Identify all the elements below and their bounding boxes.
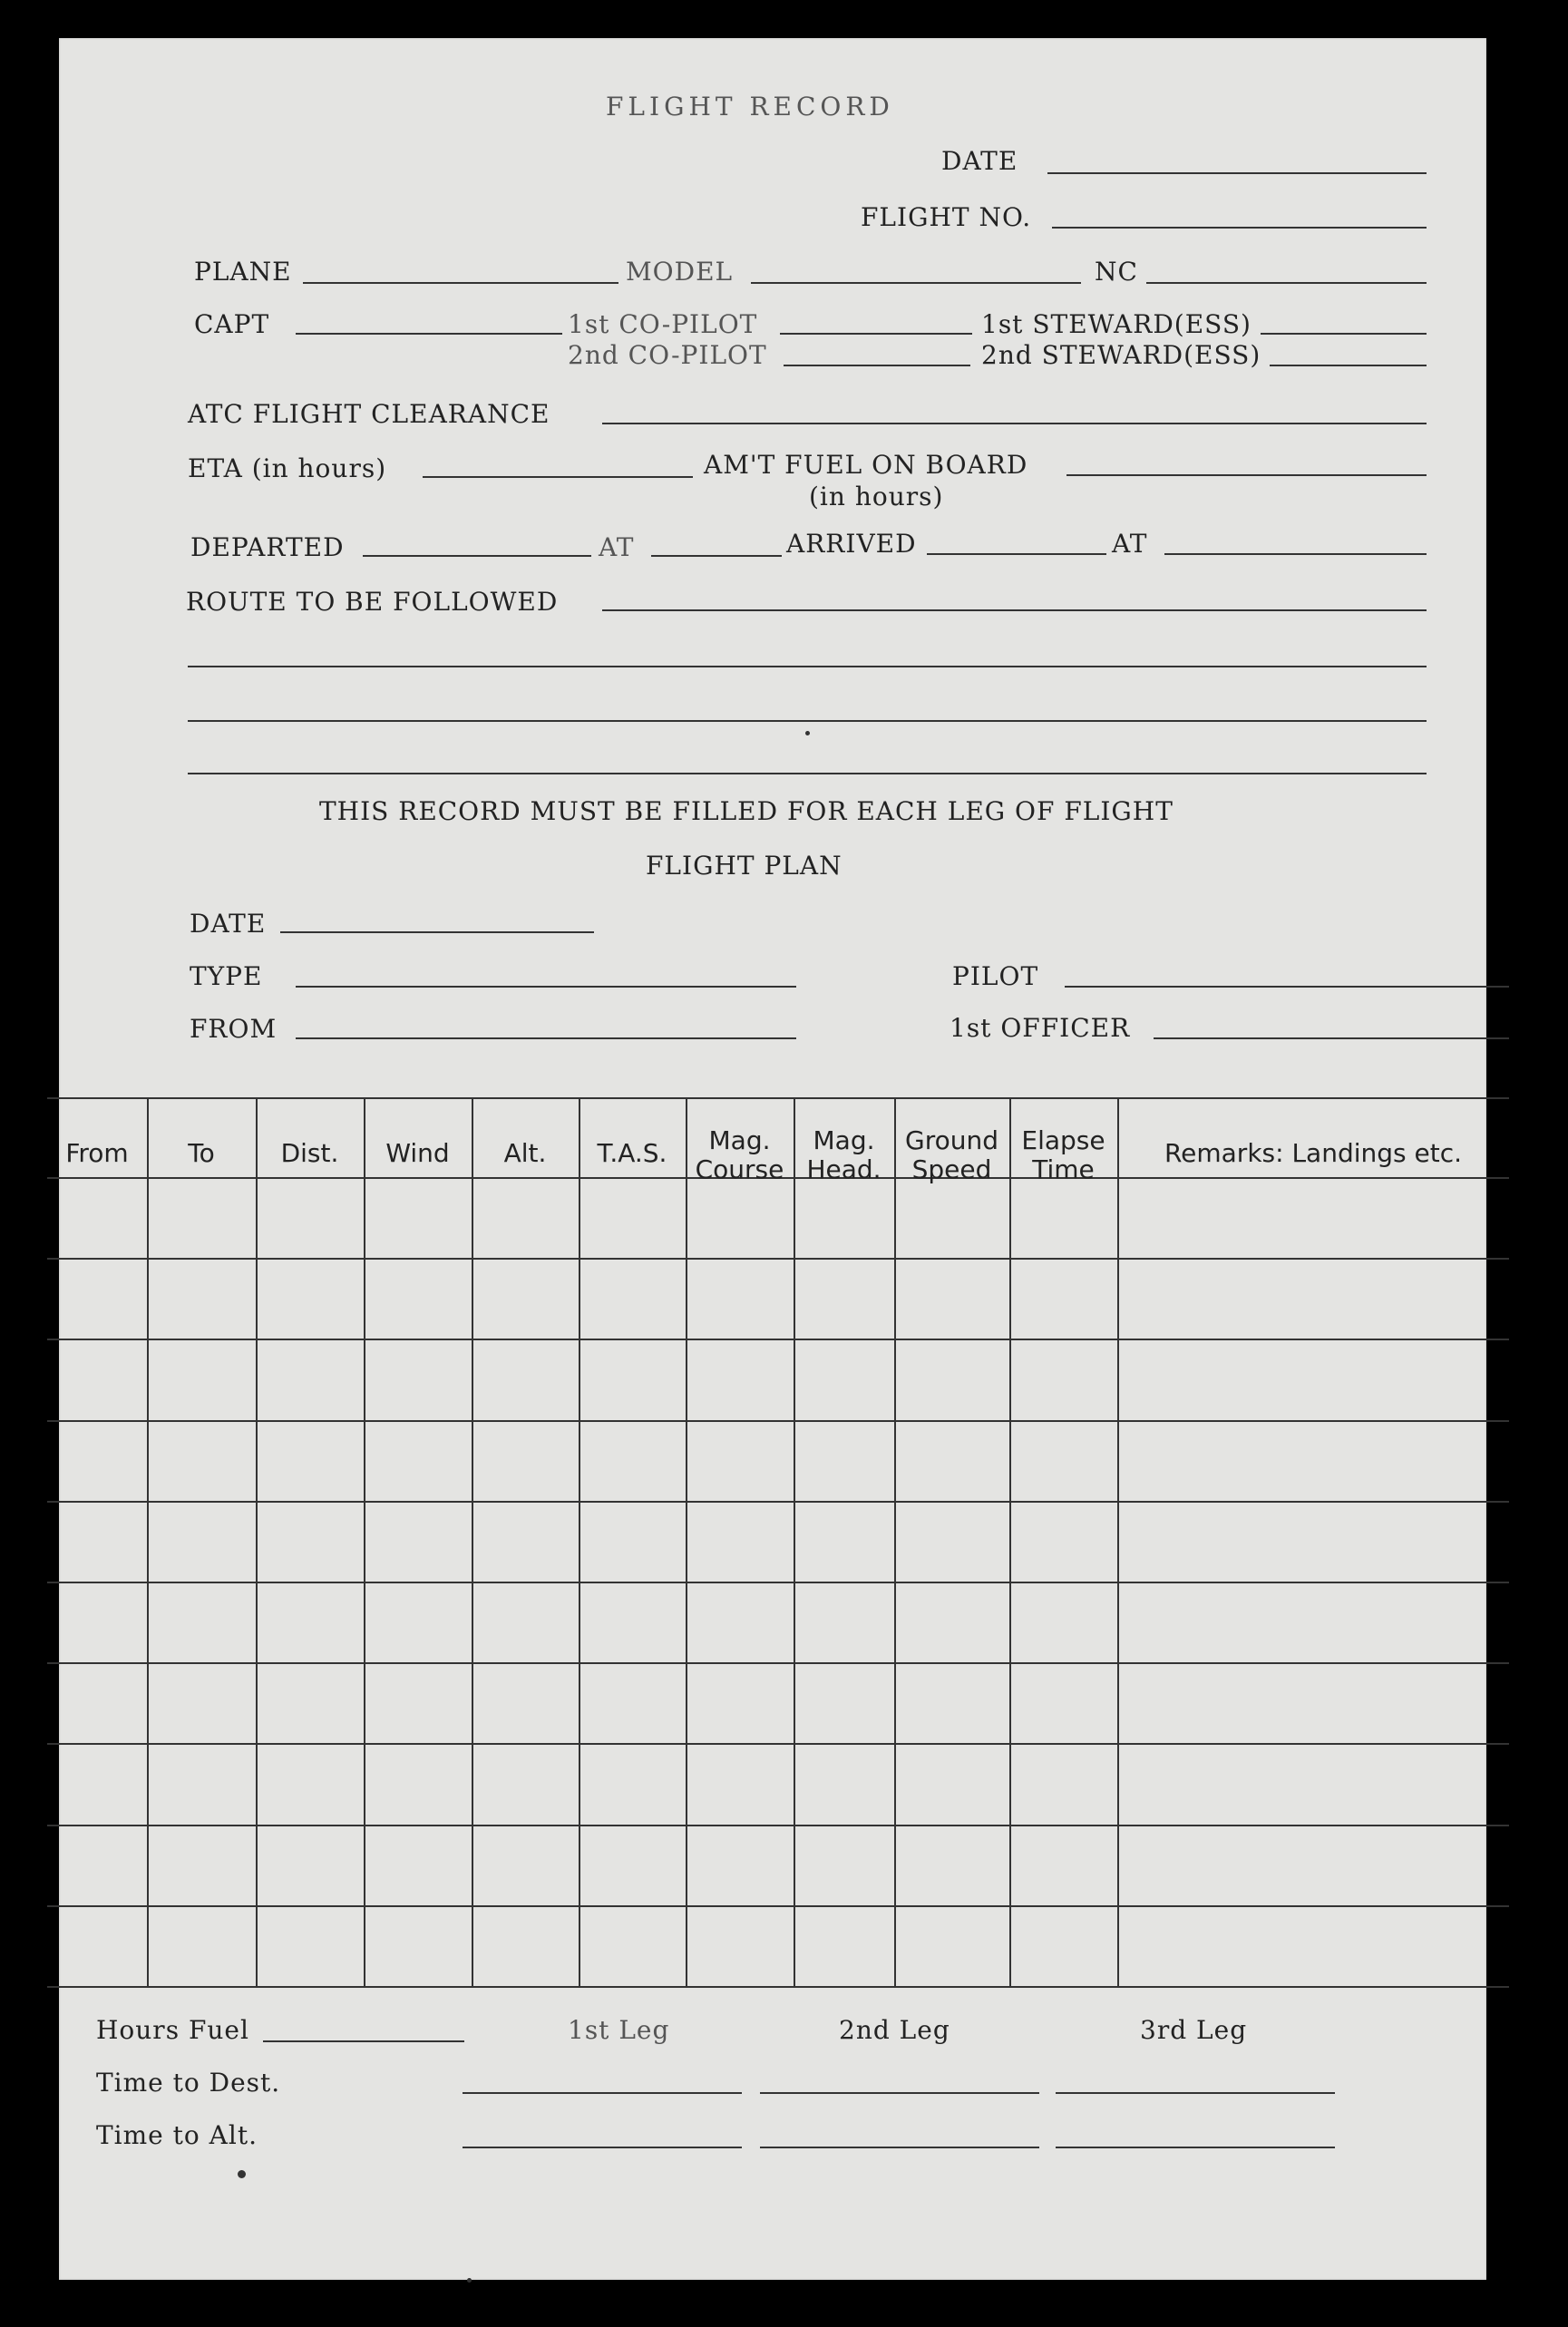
table-cell[interactable] bbox=[795, 1664, 894, 1742]
table-cell[interactable] bbox=[687, 1422, 794, 1500]
steward-1-label: 1st STEWARD(ESS) bbox=[981, 309, 1251, 339]
table-row-border bbox=[47, 1986, 1509, 1988]
table-cell[interactable] bbox=[1011, 1826, 1117, 1904]
table-cell[interactable] bbox=[258, 1340, 364, 1418]
table-cell[interactable] bbox=[258, 1422, 364, 1500]
table-cell[interactable] bbox=[49, 1745, 147, 1823]
column-header bbox=[147, 1139, 256, 1168]
fp-pilot-field[interactable] bbox=[1065, 986, 1509, 988]
table-cell[interactable] bbox=[149, 1583, 256, 1661]
co-pilot-1-label: 1st CO-PILOT bbox=[568, 309, 758, 339]
column-header bbox=[364, 1139, 472, 1168]
table-cell[interactable] bbox=[1119, 1340, 1509, 1418]
table-cell[interactable] bbox=[1011, 1179, 1117, 1257]
fp-date-field[interactable] bbox=[280, 931, 594, 933]
table-cell[interactable] bbox=[365, 1664, 472, 1742]
steward-1-field[interactable] bbox=[1261, 333, 1427, 335]
table-cell[interactable] bbox=[473, 1664, 579, 1742]
route-label: ROUTE TO BE FOLLOWED bbox=[186, 587, 559, 617]
time-alt-leg3[interactable] bbox=[1056, 2147, 1335, 2148]
model-field[interactable] bbox=[751, 282, 1081, 284]
table-cell[interactable] bbox=[149, 1260, 256, 1338]
table-cell[interactable] bbox=[49, 1422, 147, 1500]
table-cell[interactable] bbox=[149, 1340, 256, 1418]
departed-label: DEPARTED bbox=[190, 532, 345, 562]
table-cell[interactable] bbox=[49, 1826, 147, 1904]
table-cell[interactable] bbox=[580, 1826, 686, 1904]
leg1-label: 1st Leg bbox=[568, 2015, 670, 2045]
table-cell[interactable] bbox=[687, 1664, 794, 1742]
hours-fuel-field[interactable] bbox=[263, 2040, 464, 2042]
table-cell[interactable] bbox=[795, 1340, 894, 1418]
fp-officer-label: 1st OFFICER bbox=[950, 1013, 1131, 1043]
date-label: DATE bbox=[941, 146, 1018, 176]
fuel-label: AM'T FUEL ON BOARD bbox=[704, 450, 1028, 480]
table-cell[interactable] bbox=[896, 1826, 1009, 1904]
leg3-label: 3rd Leg bbox=[1140, 2015, 1248, 2045]
departed-at-label: AT bbox=[599, 532, 635, 562]
arrived-at-field[interactable] bbox=[1164, 553, 1427, 555]
fuel-unit-label: (in hours) bbox=[809, 482, 944, 511]
arrived-label: ARRIVED bbox=[786, 529, 917, 559]
table-cell[interactable] bbox=[49, 1907, 147, 1985]
eta-label: ETA (in hours) bbox=[188, 453, 387, 483]
table-top-border bbox=[47, 1097, 1509, 1099]
table-cell[interactable] bbox=[1119, 1745, 1509, 1823]
table-cell[interactable] bbox=[687, 1179, 794, 1257]
plane-field[interactable] bbox=[303, 282, 618, 284]
time-dest-leg1[interactable] bbox=[463, 2092, 742, 2094]
table-cell[interactable] bbox=[473, 1179, 579, 1257]
table-cell[interactable] bbox=[473, 1826, 579, 1904]
table-cell[interactable] bbox=[1119, 1503, 1509, 1581]
column-header bbox=[894, 1126, 1009, 1184]
table-cell[interactable] bbox=[473, 1503, 579, 1581]
table-cell[interactable] bbox=[1119, 1583, 1509, 1661]
table-cell[interactable] bbox=[365, 1907, 472, 1985]
route-line-2[interactable] bbox=[188, 666, 1427, 667]
table-cell[interactable] bbox=[580, 1503, 686, 1581]
column-header bbox=[794, 1126, 894, 1184]
column-header bbox=[1009, 1126, 1117, 1184]
table-cell[interactable] bbox=[580, 1745, 686, 1823]
column-header-line1: Mag. bbox=[708, 1125, 771, 1155]
table-cell[interactable] bbox=[896, 1745, 1009, 1823]
fp-officer-field[interactable] bbox=[1154, 1037, 1509, 1039]
leg2-label: 2nd Leg bbox=[839, 2015, 950, 2045]
table-cell[interactable] bbox=[896, 1260, 1009, 1338]
table-cell[interactable] bbox=[580, 1260, 686, 1338]
table-cell[interactable] bbox=[365, 1260, 472, 1338]
fp-from-label: FROM bbox=[190, 1014, 278, 1044]
column-header-line1: To bbox=[188, 1138, 215, 1168]
table-cell[interactable] bbox=[795, 1503, 894, 1581]
table-cell[interactable] bbox=[49, 1503, 147, 1581]
table-cell[interactable] bbox=[896, 1907, 1009, 1985]
flight-no-label: FLIGHT NO. bbox=[861, 202, 1032, 232]
fp-from-field[interactable] bbox=[296, 1037, 796, 1039]
table-cell[interactable] bbox=[149, 1179, 256, 1257]
fp-type-label: TYPE bbox=[190, 961, 263, 991]
table-cell[interactable] bbox=[365, 1503, 472, 1581]
eta-field[interactable] bbox=[423, 476, 693, 478]
table-cell[interactable] bbox=[896, 1664, 1009, 1742]
ink-speck bbox=[805, 731, 810, 735]
column-header-line1: Remarks: Landings etc. bbox=[1164, 1138, 1463, 1168]
table-cell[interactable] bbox=[473, 1907, 579, 1985]
fuel-field[interactable] bbox=[1066, 474, 1427, 476]
arrived-field[interactable] bbox=[927, 553, 1106, 555]
table-cell[interactable] bbox=[1119, 1260, 1509, 1338]
table-cell[interactable] bbox=[687, 1583, 794, 1661]
table-cell[interactable] bbox=[1119, 1907, 1509, 1985]
date-field[interactable] bbox=[1047, 172, 1427, 174]
table-cell[interactable] bbox=[795, 1907, 894, 1985]
table-cell[interactable] bbox=[49, 1583, 147, 1661]
table-cell[interactable] bbox=[149, 1503, 256, 1581]
route-field[interactable] bbox=[602, 609, 1427, 611]
notice-text: THIS RECORD MUST BE FILLED FOR EACH LEG OF FLIGHT bbox=[319, 796, 1174, 826]
ink-speck bbox=[467, 2278, 472, 2283]
table-cell[interactable] bbox=[365, 1422, 472, 1500]
column-header-line2: Speed bbox=[911, 1154, 992, 1184]
flight-no-field[interactable] bbox=[1052, 227, 1427, 229]
table-cell[interactable] bbox=[1119, 1664, 1509, 1742]
table-cell[interactable] bbox=[365, 1583, 472, 1661]
table-cell[interactable] bbox=[1011, 1745, 1117, 1823]
table-cell[interactable] bbox=[258, 1260, 364, 1338]
atc-field[interactable] bbox=[602, 423, 1427, 424]
table-cell[interactable] bbox=[149, 1826, 256, 1904]
time-dest-leg3[interactable] bbox=[1056, 2092, 1335, 2094]
arrived-at-label: AT bbox=[1112, 529, 1148, 559]
column-header bbox=[686, 1126, 794, 1184]
column-header-line1: T.A.S. bbox=[597, 1138, 667, 1168]
column-header bbox=[579, 1139, 686, 1168]
steward-2-field[interactable] bbox=[1270, 365, 1427, 366]
table-cell[interactable] bbox=[580, 1422, 686, 1500]
table-cell[interactable] bbox=[580, 1664, 686, 1742]
table-cell[interactable] bbox=[896, 1179, 1009, 1257]
table-cell[interactable] bbox=[687, 1503, 794, 1581]
column-header bbox=[47, 1139, 147, 1168]
nc-label: NC bbox=[1095, 257, 1138, 287]
table-cell[interactable] bbox=[1119, 1179, 1509, 1257]
hours-fuel-label: Hours Fuel bbox=[96, 2015, 249, 2045]
column-header bbox=[256, 1139, 364, 1168]
column-header-line2: Head. bbox=[806, 1154, 881, 1184]
table-cell[interactable] bbox=[795, 1260, 894, 1338]
column-header-line2: Course bbox=[695, 1154, 784, 1184]
steward-2-label: 2nd STEWARD(ESS) bbox=[981, 340, 1261, 370]
table-cell[interactable] bbox=[49, 1664, 147, 1742]
table-cell[interactable] bbox=[795, 1422, 894, 1500]
atc-label: ATC FLIGHT CLEARANCE bbox=[188, 399, 550, 429]
table-cell[interactable] bbox=[580, 1907, 686, 1985]
table-cell[interactable] bbox=[687, 1745, 794, 1823]
route-line-4[interactable] bbox=[188, 773, 1427, 774]
table-cell[interactable] bbox=[687, 1907, 794, 1985]
table-cell[interactable] bbox=[149, 1745, 256, 1823]
table-cell[interactable] bbox=[1011, 1340, 1117, 1418]
time-alt-label: Time to Alt. bbox=[96, 2120, 258, 2150]
column-header-line1: Dist. bbox=[280, 1138, 339, 1168]
table-cell[interactable] bbox=[258, 1745, 364, 1823]
nc-field[interactable] bbox=[1146, 282, 1427, 284]
time-alt-leg1[interactable] bbox=[463, 2147, 742, 2148]
table-cell[interactable] bbox=[365, 1745, 472, 1823]
capt-label: CAPT bbox=[194, 309, 270, 339]
table-cell[interactable] bbox=[149, 1907, 256, 1985]
table-cell[interactable] bbox=[258, 1179, 364, 1257]
table-cell[interactable] bbox=[580, 1583, 686, 1661]
table-cell[interactable] bbox=[1011, 1422, 1117, 1500]
table-cell[interactable] bbox=[365, 1179, 472, 1257]
column-header-line1: Ground bbox=[905, 1125, 998, 1155]
table-cell[interactable] bbox=[258, 1664, 364, 1742]
table-cell[interactable] bbox=[795, 1179, 894, 1257]
table-cell[interactable] bbox=[1119, 1826, 1509, 1904]
table-cell[interactable] bbox=[149, 1422, 256, 1500]
co-pilot-2-field[interactable] bbox=[784, 365, 970, 366]
ink-speck bbox=[238, 2170, 246, 2178]
table-cell[interactable] bbox=[149, 1664, 256, 1742]
table-cell[interactable] bbox=[49, 1260, 147, 1338]
fp-pilot-label: PILOT bbox=[952, 961, 1039, 991]
table-cell[interactable] bbox=[258, 1583, 364, 1661]
column-header bbox=[1117, 1139, 1509, 1168]
table-cell[interactable] bbox=[473, 1745, 579, 1823]
table-cell[interactable] bbox=[1011, 1583, 1117, 1661]
co-pilot-1-field[interactable] bbox=[780, 333, 972, 335]
model-label: MODEL bbox=[626, 257, 734, 287]
table-cell[interactable] bbox=[473, 1422, 579, 1500]
table-cell[interactable] bbox=[580, 1179, 686, 1257]
column-header-line1: From bbox=[65, 1138, 129, 1168]
table-cell[interactable] bbox=[580, 1340, 686, 1418]
co-pilot-2-label: 2nd CO-PILOT bbox=[568, 340, 767, 370]
column-header-line2: Time bbox=[1032, 1154, 1095, 1184]
table-cell[interactable] bbox=[896, 1340, 1009, 1418]
column-header-line1: Elapse bbox=[1021, 1125, 1105, 1155]
table-cell[interactable] bbox=[473, 1260, 579, 1338]
time-dest-leg2[interactable] bbox=[760, 2092, 1039, 2094]
plane-label: PLANE bbox=[194, 257, 292, 287]
time-dest-label: Time to Dest. bbox=[96, 2068, 281, 2098]
table-cell[interactable] bbox=[795, 1745, 894, 1823]
departed-at-field[interactable] bbox=[651, 555, 782, 557]
capt-field[interactable] bbox=[296, 333, 562, 335]
table-cell[interactable] bbox=[896, 1422, 1009, 1500]
table-cell[interactable] bbox=[795, 1826, 894, 1904]
table-cell[interactable] bbox=[1011, 1503, 1117, 1581]
table-cell[interactable] bbox=[1011, 1260, 1117, 1338]
time-alt-leg2[interactable] bbox=[760, 2147, 1039, 2148]
table-cell[interactable] bbox=[473, 1583, 579, 1661]
table-cell[interactable] bbox=[795, 1583, 894, 1661]
table-cell[interactable] bbox=[365, 1826, 472, 1904]
table-cell[interactable] bbox=[473, 1340, 579, 1418]
table-cell[interactable] bbox=[49, 1179, 147, 1257]
table-cell[interactable] bbox=[687, 1826, 794, 1904]
column-header-line1: Wind bbox=[385, 1138, 450, 1168]
table-cell[interactable] bbox=[896, 1583, 1009, 1661]
fp-date-label: DATE bbox=[190, 909, 267, 939]
table-cell[interactable] bbox=[365, 1340, 472, 1418]
table-cell[interactable] bbox=[687, 1340, 794, 1418]
column-header-line1: Alt. bbox=[503, 1138, 547, 1168]
table-cell[interactable] bbox=[49, 1340, 147, 1418]
fp-type-field[interactable] bbox=[296, 986, 796, 988]
table-cell[interactable] bbox=[258, 1503, 364, 1581]
form-title: FLIGHT RECORD bbox=[606, 92, 894, 122]
table-cell[interactable] bbox=[896, 1503, 1009, 1581]
flight-plan-heading: FLIGHT PLAN bbox=[646, 851, 842, 881]
table-cell[interactable] bbox=[258, 1907, 364, 1985]
column-header bbox=[472, 1139, 579, 1168]
table-cell[interactable] bbox=[258, 1826, 364, 1904]
table-cell[interactable] bbox=[1119, 1422, 1509, 1500]
column-header-line1: Mag. bbox=[813, 1125, 875, 1155]
table-cell[interactable] bbox=[1011, 1664, 1117, 1742]
route-line-3[interactable] bbox=[188, 720, 1427, 722]
table-cell[interactable] bbox=[1011, 1907, 1117, 1985]
departed-field[interactable] bbox=[363, 555, 591, 557]
table-cell[interactable] bbox=[687, 1260, 794, 1338]
